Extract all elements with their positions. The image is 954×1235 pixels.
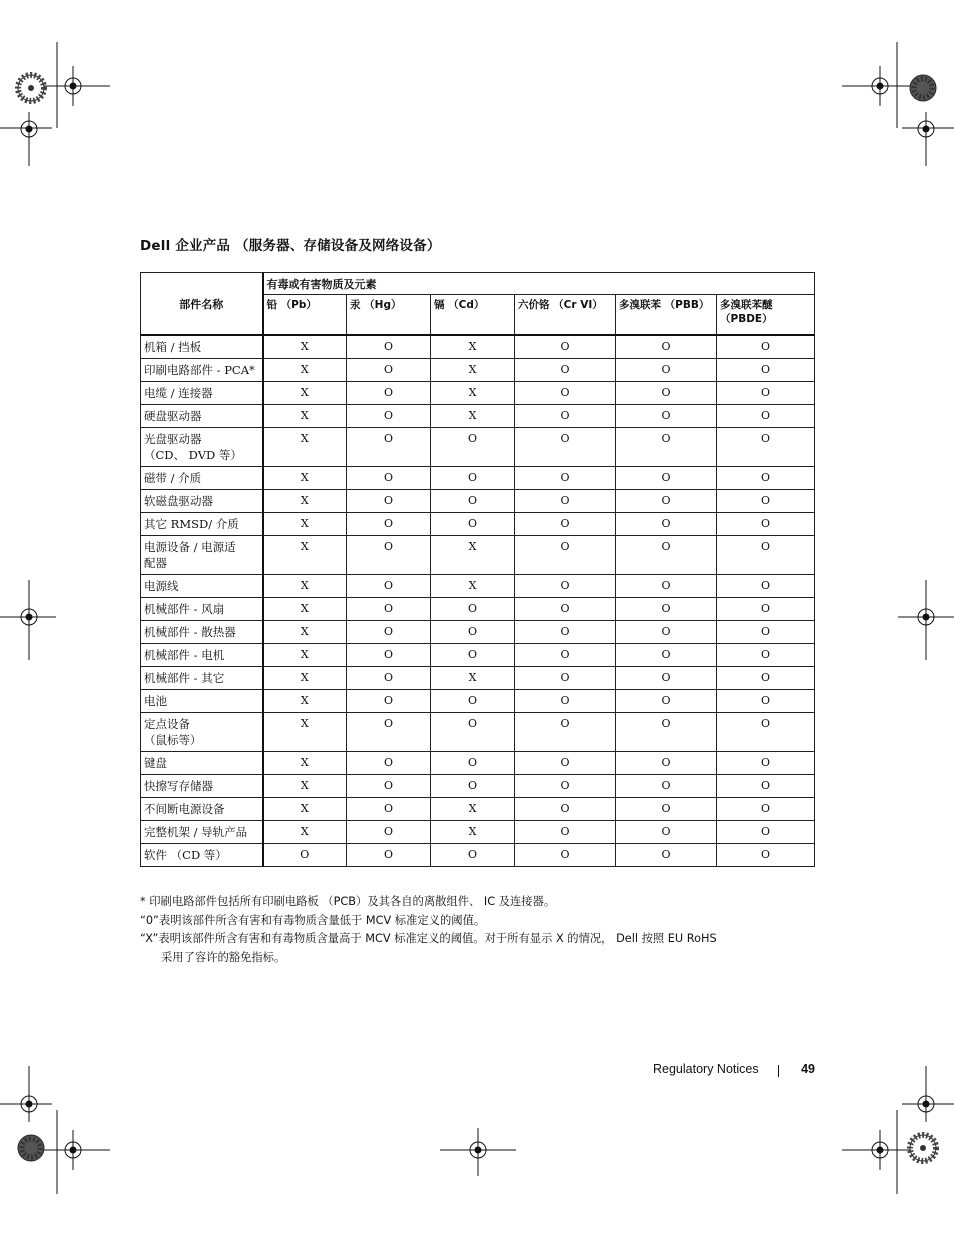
substance-value-cell: O (616, 513, 717, 536)
substance-value-cell: O (431, 513, 515, 536)
substance-value-cell: O (717, 667, 815, 690)
footer-separator (778, 1065, 779, 1077)
part-name-cell: 电源设备 / 电源适 配器 (141, 536, 263, 575)
substance-value-cell: O (616, 382, 717, 405)
substance-value-cell: O (347, 536, 431, 575)
table-row (141, 575, 815, 598)
substance-value-cell: X (263, 775, 347, 798)
part-name-cell: 印刷电路部件 - PCA* (141, 359, 263, 382)
substance-value-cell: O (616, 775, 717, 798)
substance-value-cell: O (717, 405, 815, 428)
substance-header: 汞 （Hg） (347, 295, 431, 336)
substance-value-cell: O (717, 575, 815, 598)
substance-value-cell: X (431, 405, 515, 428)
substance-value-cell: O (515, 428, 616, 467)
substance-value-cell: O (431, 621, 515, 644)
substance-value-cell: O (347, 798, 431, 821)
table-row (141, 598, 815, 621)
substance-value-cell: O (431, 467, 515, 490)
part-name-cell: 机械部件 - 散热器 (141, 621, 263, 644)
substance-value-cell: O (717, 844, 815, 867)
substance-value-cell: O (717, 536, 815, 575)
page-number: 49 (801, 1062, 815, 1076)
substance-value-cell: O (616, 667, 717, 690)
substance-value-cell: O (515, 752, 616, 775)
substance-value-cell: O (347, 690, 431, 713)
substance-value-cell: X (263, 667, 347, 690)
substance-value-cell: X (263, 621, 347, 644)
substance-value-cell: O (515, 798, 616, 821)
substance-value-cell: O (515, 335, 616, 359)
substance-value-cell: O (717, 490, 815, 513)
substance-value-cell: O (616, 428, 717, 467)
substance-value-cell: O (616, 821, 717, 844)
substance-value-cell: X (263, 821, 347, 844)
substance-value-cell: O (347, 575, 431, 598)
substance-value-cell: O (717, 598, 815, 621)
table-row (141, 428, 815, 467)
substance-value-cell: O (347, 644, 431, 667)
substance-value-cell: O (717, 621, 815, 644)
substance-value-cell: O (717, 359, 815, 382)
substance-value-cell: O (347, 844, 431, 867)
substance-value-cell: O (515, 513, 616, 536)
substance-value-cell: O (515, 359, 616, 382)
substance-value-cell: O (616, 621, 717, 644)
substance-value-cell: O (347, 490, 431, 513)
substance-value-cell: O (515, 490, 616, 513)
substance-value-cell: X (263, 644, 347, 667)
substance-value-cell: O (616, 467, 717, 490)
part-name-cell: 电缆 / 连接器 (141, 382, 263, 405)
part-name-cell: 定点设备 （鼠标等） (141, 713, 263, 752)
substance-value-cell: X (263, 513, 347, 536)
part-name-cell: 机械部件 - 风扇 (141, 598, 263, 621)
substance-value-cell: O (616, 536, 717, 575)
note-x-meaning-cont: 采用了容许的豁免指标。 (161, 950, 286, 964)
substance-value-cell: O (616, 598, 717, 621)
substance-value-cell: O (431, 775, 515, 798)
substance-value-cell: O (347, 775, 431, 798)
table-notes (140, 893, 820, 967)
table-header-row-group (141, 273, 815, 295)
substance-value-cell: O (717, 644, 815, 667)
substance-value-cell: O (717, 690, 815, 713)
substance-value-cell: O (616, 405, 717, 428)
substance-value-cell: O (616, 359, 717, 382)
part-name-cell: 硬盘驱动器 (141, 405, 263, 428)
hazardous-substance-table (140, 272, 815, 867)
substance-value-cell: X (263, 467, 347, 490)
part-name-cell: 快擦写存储器 (141, 775, 263, 798)
substance-value-cell: X (263, 713, 347, 752)
substance-value-cell: X (431, 536, 515, 575)
table-row (141, 752, 815, 775)
substance-value-cell: X (263, 690, 347, 713)
substance-value-cell: O (347, 667, 431, 690)
table-row (141, 713, 815, 752)
part-name-cell: 不间断电源设备 (141, 798, 263, 821)
part-name-cell: 光盘驱动器 （CD、 DVD 等） (141, 428, 263, 467)
part-name-cell: 机械部件 - 电机 (141, 644, 263, 667)
substance-value-cell: O (717, 713, 815, 752)
substance-value-cell: O (616, 752, 717, 775)
substance-value-cell: O (616, 844, 717, 867)
table-row (141, 644, 815, 667)
table-row (141, 844, 815, 867)
substance-value-cell: X (431, 575, 515, 598)
table-row (141, 490, 815, 513)
substance-value-cell: O (717, 382, 815, 405)
substance-value-cell: O (515, 405, 616, 428)
substance-value-cell: O (616, 690, 717, 713)
substance-group-header: 有毒或有害物质及元素 (263, 273, 815, 295)
substance-value-cell: O (431, 644, 515, 667)
substance-value-cell: O (515, 775, 616, 798)
note-o-meaning: “0”表明该部件所含有害和有毒物质含量低于 MCV 标准定义的阈值。 (140, 913, 486, 927)
substance-header: 多溴联苯 （PBB） (616, 295, 717, 336)
substance-value-cell: O (515, 667, 616, 690)
substance-value-cell: O (347, 428, 431, 467)
substance-value-cell: O (347, 359, 431, 382)
substance-value-cell: X (263, 490, 347, 513)
table-row (141, 359, 815, 382)
substance-value-cell: O (515, 844, 616, 867)
table-row (141, 536, 815, 575)
substance-value-cell: X (431, 335, 515, 359)
table-row (141, 335, 815, 359)
substance-value-cell: O (515, 575, 616, 598)
substance-value-cell: O (347, 621, 431, 644)
part-name-cell: 磁带 / 介质 (141, 467, 263, 490)
substance-value-cell: X (263, 536, 347, 575)
substance-value-cell: O (515, 621, 616, 644)
substance-value-cell: X (431, 821, 515, 844)
table-row (141, 382, 815, 405)
substance-value-cell: O (431, 844, 515, 867)
substance-value-cell: X (263, 359, 347, 382)
substance-value-cell: O (431, 752, 515, 775)
substance-value-cell: O (263, 844, 347, 867)
substance-value-cell: O (347, 513, 431, 536)
substance-value-cell: O (717, 428, 815, 467)
page-title: Dell 企业产品 （服务器、存储设备及网络设备） (140, 238, 441, 254)
substance-value-cell: O (347, 821, 431, 844)
page-footer (653, 1062, 815, 1080)
table-row (141, 621, 815, 644)
substance-value-cell: O (431, 428, 515, 467)
substance-header: 六价铬 （Cr VI） (515, 295, 616, 336)
substance-value-cell: X (263, 598, 347, 621)
substance-value-cell: O (616, 490, 717, 513)
part-name-cell: 软件 （CD 等） (141, 844, 263, 867)
substance-value-cell: O (515, 713, 616, 752)
substance-value-cell: O (717, 335, 815, 359)
substance-value-cell: O (431, 490, 515, 513)
substance-value-cell: O (515, 690, 616, 713)
substance-value-cell: O (717, 752, 815, 775)
substance-value-cell: X (263, 428, 347, 467)
substance-value-cell: O (347, 405, 431, 428)
substance-header: 多溴联苯醚 （PBDE） (717, 295, 815, 336)
substance-value-cell: X (263, 335, 347, 359)
part-name-cell: 机械部件 - 其它 (141, 667, 263, 690)
substance-value-cell: O (347, 335, 431, 359)
substance-header: 镉 （Cd） (431, 295, 515, 336)
substance-value-cell: O (431, 598, 515, 621)
substance-value-cell: O (717, 775, 815, 798)
substance-value-cell: O (515, 467, 616, 490)
table-row (141, 821, 815, 844)
substance-value-cell: X (263, 798, 347, 821)
substance-value-cell: O (347, 713, 431, 752)
substance-value-cell: O (717, 821, 815, 844)
substance-value-cell: O (616, 713, 717, 752)
table-row (141, 667, 815, 690)
substance-header: 铅 （Pb） (263, 295, 347, 336)
substance-value-cell: O (717, 798, 815, 821)
substance-value-cell: O (717, 467, 815, 490)
table-row (141, 775, 815, 798)
substance-value-cell: O (717, 513, 815, 536)
substance-value-cell: O (515, 382, 616, 405)
part-name-cell: 其它 RMSD/ 介质 (141, 513, 263, 536)
substance-value-cell: X (263, 752, 347, 775)
substance-value-cell: O (347, 467, 431, 490)
substance-value-cell: O (515, 644, 616, 667)
substance-value-cell: O (616, 644, 717, 667)
substance-value-cell: X (263, 575, 347, 598)
part-name-cell: 电源线 (141, 575, 263, 598)
substance-value-cell: X (431, 382, 515, 405)
substance-value-cell: O (616, 575, 717, 598)
substance-value-cell: X (431, 798, 515, 821)
substance-value-cell: O (347, 598, 431, 621)
footer-section-title: Regulatory Notices (653, 1062, 759, 1076)
substance-value-cell: O (347, 382, 431, 405)
substance-value-cell: O (616, 798, 717, 821)
substance-value-cell: X (263, 405, 347, 428)
table-row (141, 467, 815, 490)
part-name-cell: 完整机架 / 导轨产品 (141, 821, 263, 844)
substance-value-cell: O (515, 821, 616, 844)
part-name-header: 部件名称 (141, 273, 263, 336)
part-name-cell: 键盘 (141, 752, 263, 775)
table-row (141, 405, 815, 428)
substance-value-cell: O (515, 536, 616, 575)
table-row (141, 513, 815, 536)
substance-value-cell: O (431, 690, 515, 713)
substance-value-cell: X (263, 382, 347, 405)
substance-value-cell: O (347, 752, 431, 775)
substance-value-cell: X (431, 359, 515, 382)
note-x-meaning: “X”表明该部件所含有害和有毒物质含量高于 MCV 标准定义的阈值。对于所有显示 X 的情况， Dell 按照 EU RoHS (140, 932, 717, 945)
part-name-cell: 电池 (141, 690, 263, 713)
part-name-cell: 机箱 / 挡板 (141, 335, 263, 359)
substance-value-cell: O (515, 598, 616, 621)
substance-value-cell: O (616, 335, 717, 359)
substance-value-cell: O (431, 713, 515, 752)
substance-value-cell: X (431, 667, 515, 690)
part-name-cell: 软磁盘驱动器 (141, 490, 263, 513)
table-row (141, 690, 815, 713)
table-row (141, 798, 815, 821)
note-pca: * 印刷电路部件包括所有印刷电路板 （PCB）及其各自的离散组件、 IC 及连接器。 (140, 895, 556, 908)
